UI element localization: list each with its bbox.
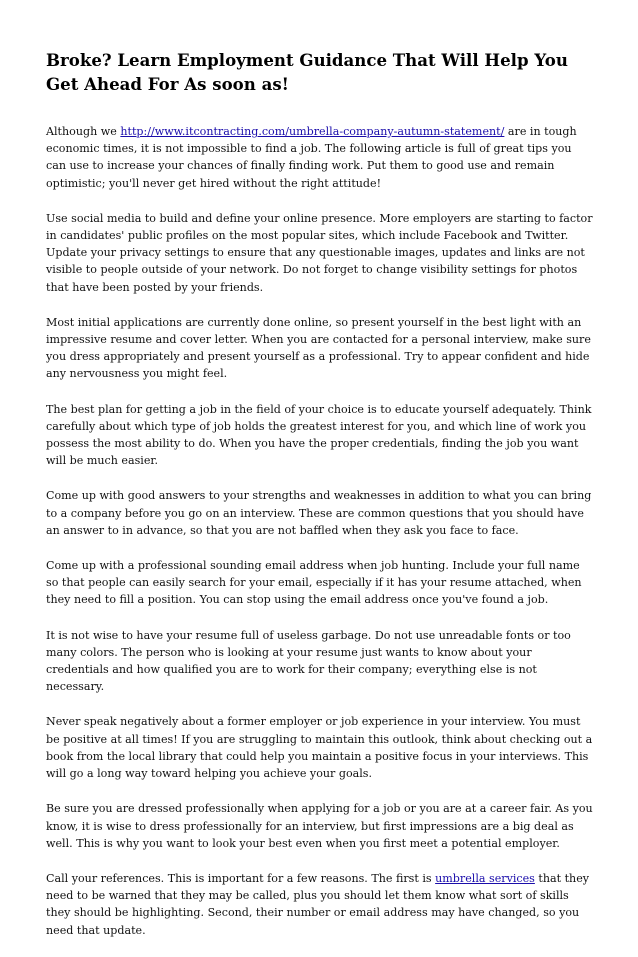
paragraph-references-text-after: that they need to be warned that they may be called, plus you should let them know what sort of skills they should be highlighting. Second, their number or email address may have changed, so you need that update. [46, 871, 590, 937]
itcontracting-link[interactable]: http://www.itcontracting.com/umbrella-company-autumn-statement/ [120, 125, 505, 138]
umbrella-services-link[interactable]: umbrella services [435, 871, 535, 885]
paragraph-former-employer: Never speak negatively about a former employer or job experience in your interview. You must be positive at all times! If you are struggling to maintain this outlook, think about checking out a book from the local library that could help you maintain a positive focus in your interviews. This will go a long way toward helping you achieve your goals. [46, 715, 593, 781]
page-title: Broke? Learn Employment Guidance That Will Help You Get Ahead For As soon as! [46, 50, 568, 94]
article [46, 48, 594, 957]
paragraph-references-text-before: Call your references. This is important for a few reasons. The first is [46, 871, 436, 885]
paragraph-online-applications: Most initial applications are currently done online, so present yourself in the best light with an impressive resume and cover letter. When you are contacted for a personal interview, make sure you dress appropriately and present yourself as a professional. Try to appear confident and hide any nervousness you might feel. [46, 315, 591, 381]
paragraph-resume: It is not wise to have your resume full of useless garbage. Do not use unreadable fonts or too many colors. The person who is looking at your resume just wants to know about your credentials and how qualified you are to work for their company; everything else is not necessary. [46, 628, 571, 694]
paragraph-strengths-weaknesses: Come up with good answers to your strengths and weaknesses in addition to what you can bring to a company before you go on an interview. These are common questions that you should have an answer to in advance, so that you are not baffled when they ask you face to face. [46, 489, 592, 537]
paragraph-social-media: Use social media to build and define your online presence. More employers are starting to factor in candidates' public profiles on the most popular sites, which include Facebook and Twitter. Update your privacy settings to ensure that any questionable images, updates and links are not visible to people outside of your network. Do not forget to change visibility settings for photos that have been posted by your friends. [46, 211, 593, 294]
paragraph-intro-text-before: Although we [46, 125, 121, 138]
paragraph-education: The best plan for getting a job in the field of your choice is to educate yourself adequately. Think carefully about which type of job holds the greatest interest for you, and which line of work you possess the most ability to do. When you have the proper credentials, finding the job you want will be much easier. [46, 402, 592, 468]
paragraph-intro-text-after: are in tough economic times, it is not impossible to find a job. The following article is full of great tips you can use to increase your chances of finally finding work. Put them to good use and remain optimistic; you'll never get hired without the right attitude! [46, 125, 577, 190]
paragraph-references [46, 870, 594, 939]
paragraph-intro [46, 123, 594, 192]
paragraph-email-address: Come up with a professional sounding email address when job hunting. Include your full name so that people can easily search for your email, especially if it has your resume attached, when they need to fill a position. You can stop using the email address once you've found a job. [46, 559, 582, 607]
paragraph-dress: Be sure you are dressed professionally when applying for a job or you are at a career fair. As you know, it is wise to dress professionally for an interview, but first impressions are a big deal as well. This is why you want to look your best even when you first meet a potential employer. [46, 802, 593, 850]
